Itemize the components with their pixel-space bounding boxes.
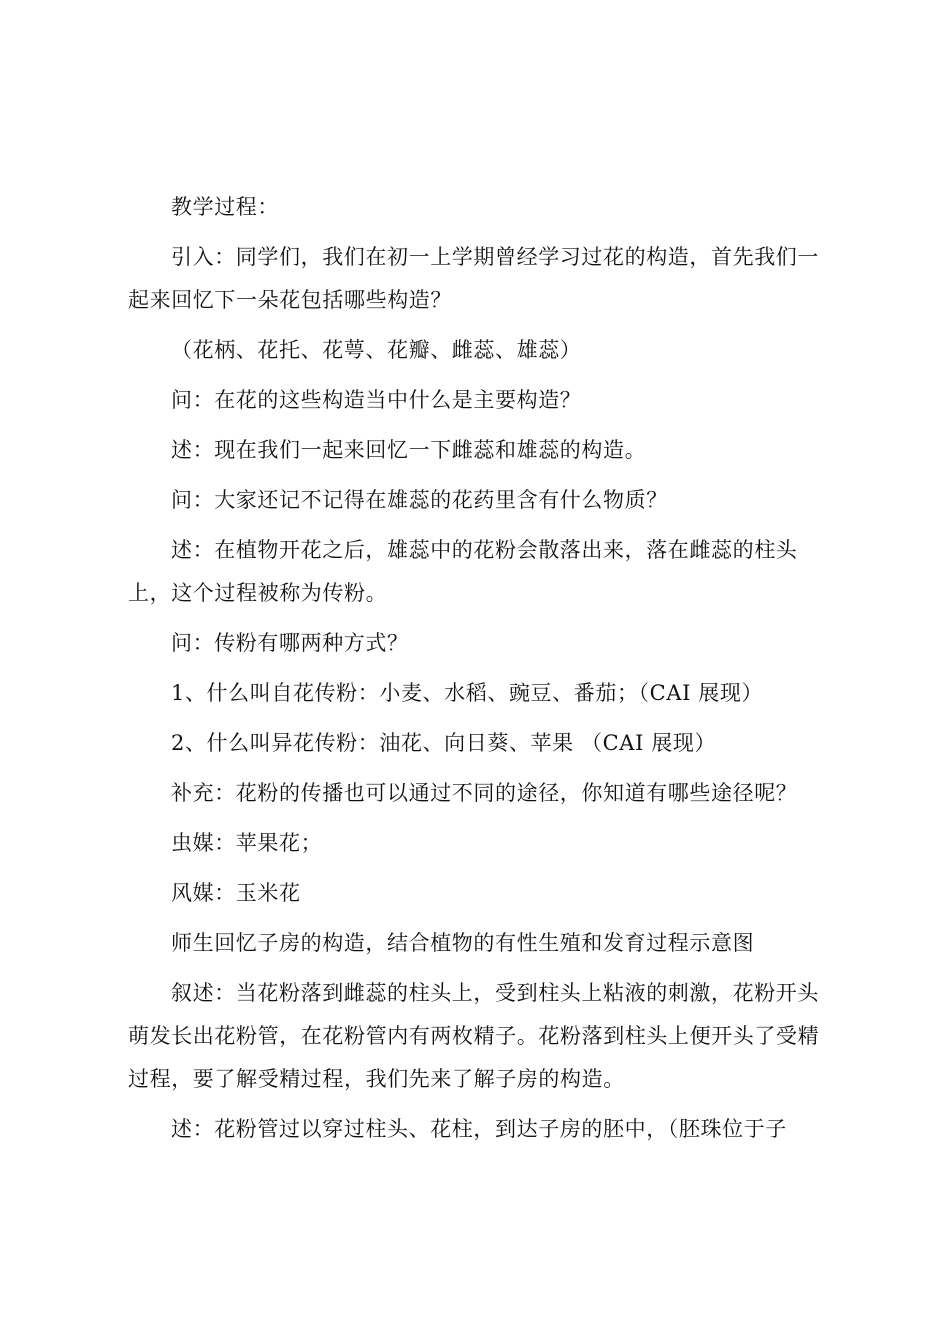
paragraph-fertilization-narrative: 叙述：当花粉落到雌蕊的柱头上，受到柱头上粘液的刺激，花粉开头萌发长出花粉管，在花粉管内有两枚精子。花粉落到柱头上便开头了受精过程，要了解受精过程，我们先来了解子房的构造。 bbox=[128, 981, 820, 1091]
paragraph-flower-parts: （花柄、花托、花萼、花瓣、雌蕊、雄蕊） bbox=[171, 338, 582, 362]
list-item-self-pollination: 1、什么叫自花传粉：小麦、水稻、豌豆、番茄；（CAI 展现） bbox=[171, 681, 764, 705]
paragraph-pollination-definition: 述：在植物开花之后，雄蕊中的花粉会散落出来，落在雌蕊的柱头上，这个过程被称为传粉。 bbox=[128, 538, 798, 605]
paragraph-insect-pollination: 虫媒：苹果花； bbox=[171, 831, 323, 855]
paragraph-pollen-tube: 述：花粉管过以穿过柱头、花柱，到达子房的胚中，（胚珠位于子 bbox=[171, 1117, 787, 1141]
section-heading-teaching-process: 教学过程： bbox=[171, 195, 279, 219]
paragraph-question-main-structure: 问：在花的这些构造当中什么是主要构造？ bbox=[171, 388, 582, 412]
paragraph-wind-pollination: 风媒：玉米花 bbox=[171, 881, 301, 905]
document-body bbox=[128, 186, 838, 1158]
paragraph-recall-pistil-stamen: 述：现在我们一起来回忆一下雌蕊和雄蕊的构造。 bbox=[171, 438, 647, 462]
paragraph-question-pollination-types: 问：传粉有哪两种方式？ bbox=[171, 631, 409, 655]
list-item-cross-pollination: 2、什么叫异花传粉：油花、向日葵、苹果 （CAI 展现） bbox=[171, 731, 717, 755]
paragraph-supplement: 补充：花粉的传播也可以通过不同的途径，你知道有哪些途径呢？ bbox=[171, 781, 798, 805]
paragraph-question-anther: 问：大家还记不记得在雄蕊的花药里含有什么物质？ bbox=[171, 488, 668, 512]
paragraph-ovary-review: 师生回忆子房的构造，结合植物的有性生殖和发育过程示意图 bbox=[171, 931, 755, 955]
paragraph-introduction: 引入：同学们，我们在初一上学期曾经学习过花的构造，首先我们一起来回忆下一朵花包括哪些构造？ bbox=[128, 245, 819, 312]
